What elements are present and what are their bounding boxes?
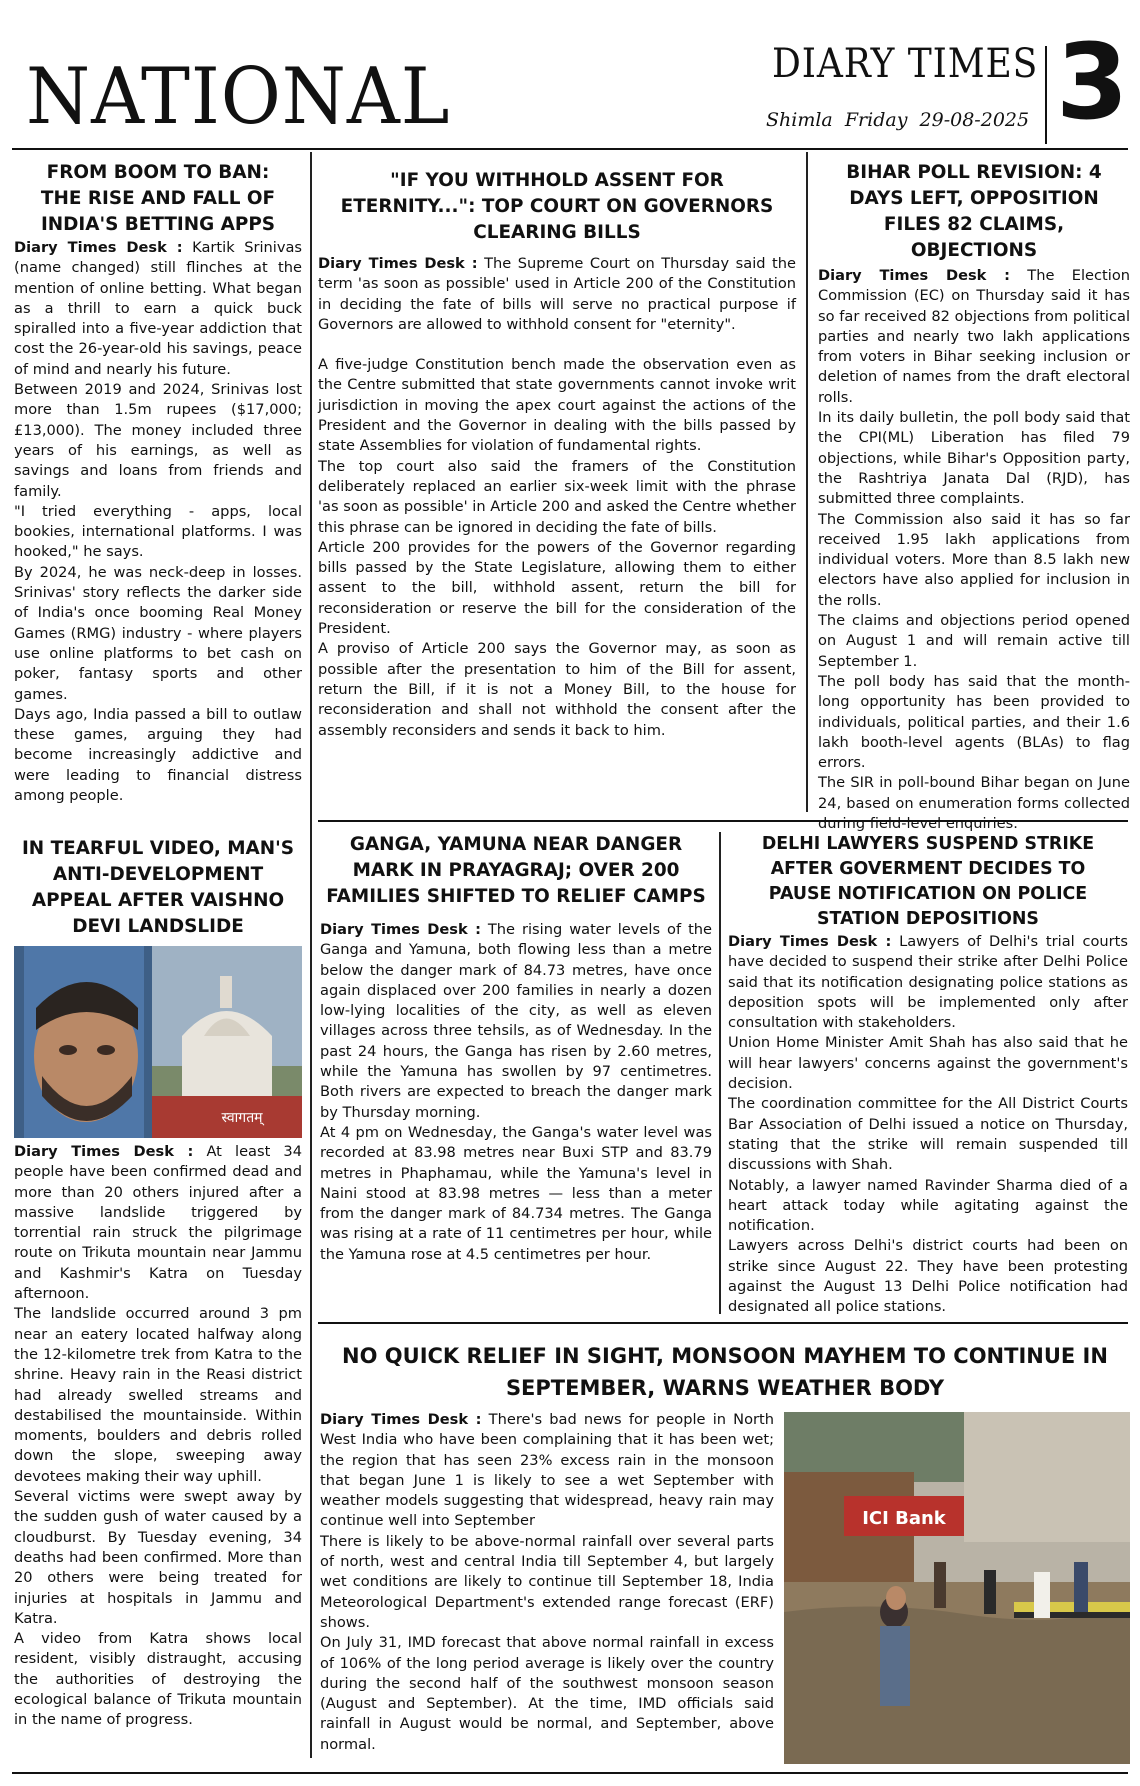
desk-label: Diary Times Desk :: [14, 1143, 194, 1160]
body-vaishno: [14, 1142, 302, 1731]
lead-governors: The Supreme Court on Thursday said the term 'as soon as possible' used in Article 200 of the Constitution in deciding the fate of bills will serve no practical purpose if Governors are allowed to withhold consent for "eternity".: [318, 255, 796, 333]
paragraph: There is likely to be above-normal rainfall over several parts of north, west and central India till September 4, but largely wet conditions are likely to continue till September 18, India Meteorological Department's extended range forecast (ERF) shows.: [320, 1532, 774, 1631]
image-sign-text: स्वागतम्: [221, 1110, 263, 1126]
headline-ganga: GANGA, YAMUNA NEAR DANGER MARK IN PRAYAGRAJ; OVER 200 FAMILIES SHIFTED TO RELIEF CAMPS: [326, 834, 706, 907]
body-bihar: [818, 266, 1130, 834]
flood-photo-illustration: [784, 1412, 1130, 1764]
dateline: [766, 111, 1029, 130]
body-lawyers: [728, 932, 1128, 1318]
paragraph: Article 200 provides for the powers of the Governor regarding bills passed by the State Legislature, allowing them to either assent to the bill, withhold assent, return the bill for reconsideration or reserve the bill for the consideration of the President.: [318, 538, 796, 638]
bottom-rule: [12, 1772, 1128, 1774]
lead-monsoon: There's bad news for people in North West India who have been complaining that it has been wet; the region that has seen 23% excess rain in the monsoon that began June 1 is likely to see a wet September with weather models suggesting that widespread, heavy rain may continue well into September: [320, 1411, 774, 1530]
body-governors: [318, 254, 796, 741]
lead-bihar: The Election Commission (EC) on Thursday said it has so far received 82 objections from political parties and nearly two lakh applications from voters in Bihar seeking inclusion or deletion of names from the draft electoral rolls.: [818, 267, 1130, 406]
article-governors: [318, 168, 796, 741]
article-betting: [14, 160, 302, 806]
article-lawyers: [728, 832, 1128, 1318]
section-title: NATIONAL: [26, 52, 451, 142]
dateline-date: 29-08-2025: [919, 109, 1030, 131]
lower-rule: [318, 1322, 1128, 1324]
paragraph: The top court also said the framers of the Constitution deliberately replaced an earlier six-week limit with the phrase 'as soon as possible' in Article 200 and asked the Centre whether this phrase can be ignored in deciding the fate of bills.: [318, 457, 796, 536]
headline-vaishno: IN TEARFUL VIDEO, MAN'S ANTI-DEVELOPMENT APPEAL AFTER VAISHNO DEVI LANDSLIDE: [21, 838, 295, 937]
lead-betting: Kartik Srinivas (name changed) still flinches at the mention of online betting. What began as a thrill to earn a quick buck spiralled into a five-year addiction that cost the 26-year-old his savings, peace of mind and nearly his future.: [14, 239, 303, 378]
video-still-illustration: [14, 946, 302, 1138]
paragraph: The Commission also said it has so far received 1.95 lakh applications from individual voters. More than 8.5 lakh new electors have also applied for inclusion in the rolls.: [818, 510, 1130, 609]
paragraph: A five-judge Constitution bench made the observation even as the Centre submitted that state governments cannot invoke writ jurisdiction in moving the apex court against the actions of the President and the Governor in dealing with the bills passed by state Assemblies for violation of fundamental rights.: [318, 356, 796, 455]
top-rule: [12, 148, 1128, 150]
paragraph: The claims and objections period opened on August 1 and will remain active till September 1.: [818, 612, 1130, 670]
paragraph: Notably, a lawyer named Ravinder Sharma died of a heart attack today while agitating against the notification.: [728, 1176, 1128, 1235]
body-monsoon: [320, 1410, 774, 1755]
headline-monsoon: NO QUICK RELIEF IN SIGHT, MONSOON MAYHEM TO CONTINUE IN SEPTEMBER, WARNS WEATHER BODY: [342, 1344, 1108, 1400]
desk-label: Diary Times Desk :: [818, 267, 1010, 284]
paragraph: On July 31, IMD forecast that above normal rainfall in excess of 106% of the long period average is likely over the country during the second half of the southwest monsoon season (August and September). At the time, IMD officials said rainfall in August would be normal, and September, above normal.: [320, 1634, 774, 1753]
paragraph: A proviso of Article 200 says the Governor may, as soon as possible after the presentation to him of the Bill for assent, return the Bill, if it is not a Money Bill, to the house for reconsideration and shall not withhold the consent after the assembly reconsiders and sends it back to him.: [318, 640, 796, 739]
video-still-image: [14, 946, 302, 1138]
lead-lawyers: Lawyers of Delhi's trial courts have decided to suspend their strike after Delhi Police said that its notification designating police stations as deposition spots will be implemented only after consultation with stakeholders.: [728, 933, 1129, 1032]
paragraph: Several victims were swept away by the sudden gush of water caused by a cloudburst. By Tuesday evening, 34 deaths had been confirmed. More than 20 others were being treated for injuries at hospitals in Jammu and Katra.: [14, 1488, 302, 1627]
desk-label: Diary Times Desk :: [14, 239, 183, 256]
article-vaishno: [14, 836, 302, 1731]
dateline-city: Shimla: [766, 109, 833, 131]
paragraph: In its daily bulletin, the poll body said that the CPI(ML) Liberation has filed 79 objections, while Bihar's Opposition party, the Rashtriya Janata Dal (RJD), has submitted three complaints.: [818, 409, 1130, 508]
article-ganga: [320, 832, 712, 1265]
lead-ganga: The rising water levels of the Ganga and Yamuna, both flowing less than a metre below the danger mark of 84.73 metres, have once again displaced over 200 families in nearly a dozen low-lying localities of the city, as well as eleven villages across three tehsils, as of Wednesday. In the past 24 hours, the Ganga has risen by 2.60 metres, while the Yamuna has swollen by 97 centimetres. Both rivers are expected to breach the danger mark by Thursday morning.: [320, 921, 713, 1121]
newspaper-brand: DIARY TIMES: [772, 41, 1039, 87]
headline-governors: "IF YOU WITHHOLD ASSENT FOR ETERNITY...": TOP COURT ON GOVERNORS CLEARING BILLS: [340, 170, 774, 243]
desk-label: Diary Times Desk :: [320, 921, 481, 938]
paragraph: Days ago, India passed a bill to outlaw these games, arguing they had become increasingly addictive and were leading to financial distress among people.: [14, 705, 302, 805]
dateline-day: Friday: [844, 109, 908, 131]
article-bihar: [818, 160, 1130, 834]
body-ganga: [320, 920, 712, 1265]
headline-lawyers: DELHI LAWYERS SUSPEND STRIKE AFTER GOVERMENT DECIDES TO PAUSE NOTIFICATION ON POLICE STATION DEPOSITIONS: [761, 834, 1095, 929]
paragraph: The poll body has said that the month-long opportunity has been provided to individuals, political parties, and their 1.6 lakh booth-level agents (BLAs) to flag errors.: [818, 672, 1130, 772]
paragraph: Union Home Minister Amit Shah has also said that he will hear lawyers' concerns against the government's decision.: [728, 1034, 1128, 1093]
desk-label: Diary Times Desk :: [728, 933, 892, 950]
paragraph: "I tried everything - apps, local bookies, international platforms. I was hooked," he says.: [14, 502, 302, 561]
paragraph: Lawyers across Delhi's district courts had been on strike since August 22. They have been protesting against the August 13 Delhi Police notification had designated all police stations.: [728, 1237, 1128, 1316]
column-rule-right-top: [806, 152, 808, 812]
paragraph: The coordination committee for the All District Courts Bar Association of Delhi issued a notice on Thursday, stating that the strike will remain suspended till discussions with Shah.: [728, 1095, 1128, 1174]
column-rule-left: [310, 152, 312, 1758]
headline-bihar: BIHAR POLL REVISION: 4 DAYS LEFT, OPPOSITION FILES 82 CLAIMS, OBJECTIONS: [846, 162, 1102, 261]
headline-betting: FROM BOOM TO BAN: THE RISE AND FALL OF INDIA'S BETTING APPS: [40, 162, 276, 235]
body-betting: [14, 238, 302, 806]
desk-label: Diary Times Desk :: [318, 255, 478, 272]
paragraph: The SIR in poll-bound Bihar began on June 24, based on enumeration forms collected during field-level enquiries.: [818, 774, 1130, 833]
paragraph: At 4 pm on Wednesday, the Ganga's water level was recorded at 83.98 metres near Buxi STP and 83.79 metres in Phaphamau, while the Yamuna's level in Naini stood at 83.98 metres — less than a meter from the danger mark of 84.734 metres. The Ganga was rising at a rate of 11 centimetres per hour, while the Yamuna rose at 4.5 centimetres per hour.: [320, 1123, 712, 1263]
masthead-divider: [1045, 46, 1047, 144]
image-sign-text: ICI Bank: [862, 1508, 946, 1529]
column-rule-middle-bottom: [719, 832, 721, 1314]
paragraph: A video from Katra shows local resident, visibly distraught, accusing the authorities of destroying the ecological balance of Trikuta mountain in the name of progress.: [14, 1630, 302, 1729]
desk-label: Diary Times Desk :: [320, 1411, 482, 1428]
lead-vaishno: At least 34 people have been confirmed dead and more than 20 others injured after a massive landslide triggered by torrential rain struck the pilgrimage route on Trikuta mountain near Jammu and Kashmir's Katra on Tuesday afternoon.: [14, 1143, 302, 1303]
flood-photo: [784, 1412, 1130, 1764]
paragraph: Between 2019 and 2024, Srinivas lost more than 1.5m rupees ($17,000; £13,000). The money included three years of his earnings, as well as savings and loans from friends and family.: [14, 381, 302, 500]
article-monsoon: [320, 1340, 1130, 1410]
paragraph: The landslide occurred around 3 pm near an eatery located halfway along the 12-kilometre trek from Katra to the shrine. Heavy rain in the Reasi district had already swelled streams and destabilised the mountainside. Within moments, boulders and debris rolled down the slope, sweeping away devotees making their way uphill.: [14, 1305, 302, 1485]
paragraph: By 2024, he was neck-deep in losses. Srinivas' story reflects the darker side of India's once booming Real Money Games (RMG) industry - where players use online platforms to bet cash on poker, fantasy sports and other games.: [14, 563, 302, 703]
page-number: 3: [1056, 21, 1129, 143]
